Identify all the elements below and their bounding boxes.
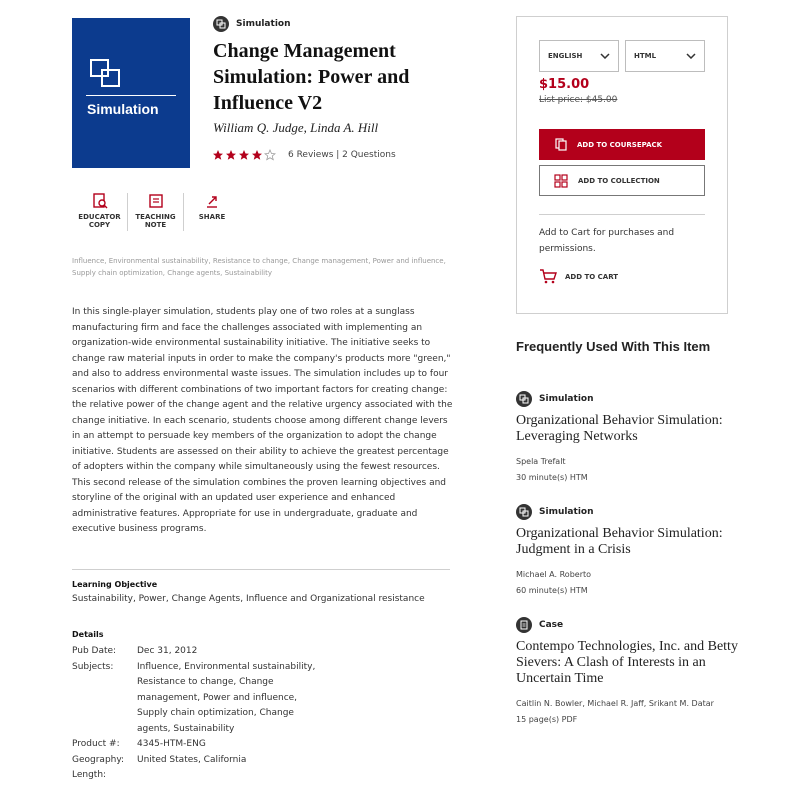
detail-row bbox=[72, 737, 317, 753]
product-cover bbox=[72, 18, 190, 168]
add-to-coursepack-label: ADD TO COURSEPACK bbox=[577, 140, 663, 149]
related-item[interactable] bbox=[516, 502, 746, 598]
educator-copy-label: EDUCATOR COPY bbox=[78, 213, 121, 229]
language-select[interactable] bbox=[539, 40, 619, 72]
item-title-link[interactable]: Organizational Behavior Simulation: Leveraging Networks bbox=[516, 413, 723, 444]
item-title-link[interactable]: Organizational Behavior Simulation: Judgment in a Crisis bbox=[516, 526, 723, 557]
teaching-note-button[interactable] bbox=[128, 193, 184, 231]
item-meta: 60 minute(s) HTM bbox=[516, 585, 588, 595]
star-filled-icon bbox=[225, 149, 237, 161]
item-type-badge bbox=[516, 391, 594, 407]
format-select[interactable] bbox=[625, 40, 705, 72]
subject-tags[interactable]: Influence, Environmental sustainability, Resistance to change, Change management, Power and influence, Supply chain optimization, Change agents, Sustainability bbox=[72, 257, 446, 277]
detail-key: Product #: bbox=[72, 739, 120, 749]
learning-objective-text: Sustainability, Power, Change Agents, Influence and Organizational resistance bbox=[72, 594, 425, 604]
add-to-coursepack-button[interactable] bbox=[539, 129, 705, 160]
educator-copy-icon bbox=[92, 193, 108, 209]
share-icon bbox=[204, 193, 220, 209]
price: $15.00 bbox=[539, 77, 590, 92]
educator-copy-button[interactable] bbox=[72, 193, 128, 231]
share-button[interactable] bbox=[184, 193, 240, 231]
cart-icon bbox=[539, 269, 557, 284]
list-price: List price: $45.00 bbox=[539, 95, 618, 105]
item-type-badge bbox=[516, 617, 563, 633]
cover-divider bbox=[86, 95, 176, 96]
share-label: SHARE bbox=[198, 213, 226, 221]
details-table bbox=[72, 644, 317, 784]
simulation-icon bbox=[516, 504, 532, 520]
format-value: HTML bbox=[634, 52, 657, 60]
detail-row bbox=[72, 660, 317, 738]
detail-value bbox=[137, 768, 317, 784]
detail-key: Length: bbox=[72, 770, 107, 780]
item-type-badge bbox=[516, 504, 594, 520]
rating[interactable] bbox=[212, 149, 396, 161]
detail-value: Influence, Environmental sustainability, Resistance to change, Change management, Power and influence, Supply chain optimization, Change agents, Sustainability bbox=[137, 661, 316, 734]
chevron-down-icon bbox=[686, 53, 696, 59]
item-meta: 30 minute(s) HTM bbox=[516, 472, 588, 482]
star-filled-icon bbox=[251, 149, 263, 161]
add-to-cart-label: ADD TO CART bbox=[565, 272, 619, 281]
purchase-panel bbox=[516, 16, 728, 314]
related-item[interactable] bbox=[516, 615, 746, 727]
learning-objective-heading: Learning Objective bbox=[72, 580, 158, 589]
item-type-label: Simulation bbox=[539, 394, 594, 404]
simulation-icon bbox=[516, 391, 532, 407]
star-filled-icon bbox=[212, 149, 224, 161]
cart-note: Add to Cart for purchases and permissions. bbox=[539, 228, 675, 254]
coursepack-icon bbox=[555, 138, 567, 151]
details-heading: Details bbox=[72, 630, 104, 639]
detail-value: Dec 31, 2012 bbox=[137, 646, 198, 656]
detail-value: 4345-HTM-ENG bbox=[137, 739, 206, 749]
grid-icon bbox=[554, 174, 568, 188]
item-type-label: Case bbox=[539, 620, 564, 630]
item-authors: Caitlin N. Bowler, Michael R. Jaff, Srikant M. Datar bbox=[516, 699, 714, 708]
item-meta: 15 page(s) PDF bbox=[516, 714, 578, 724]
product-description: In this single-player simulation, students play one of two roles at a sunglass manufacturing firm and face the challenges associated with implementing an organization-wide environmental sustainability initiative. The initiative seeks to change raw material inputs in order to make the company's products more "green," and also to address environmental waste issues. The simulation includes up to four scenarios with different combinations of two important factors for creating change: the relative power of the change agent and the relative urgency associated with the change initiative. In each scenario, students choose among different change levers in an attempt to persuade key members of the organization to adopt the change initiative. Students are assessed on their ability to achieve the greatest percentage of adopters within the company while simultaneously using the fewest resources. This second release of the simulation combines the proven learning objectives and storyline of the original with an updated user experience and enhanced administrative features. Appropriate for use in undergraduate, graduate and executive business programs. bbox=[72, 307, 453, 534]
action-bar bbox=[72, 193, 240, 231]
item-title-link[interactable]: Contempo Technologies, Inc. and Betty Sievers: A Clash of Interests in an Uncertain Time bbox=[516, 639, 738, 686]
teaching-note-label: TEACHING NOTE bbox=[135, 213, 176, 229]
star-empty-icon bbox=[264, 149, 276, 161]
product-type-label: Simulation bbox=[236, 19, 291, 29]
teaching-note-icon bbox=[148, 193, 164, 209]
detail-value: United States, California bbox=[137, 754, 247, 765]
chevron-down-icon bbox=[600, 53, 610, 59]
detail-key: Geography: bbox=[72, 754, 125, 765]
add-to-collection-button[interactable] bbox=[539, 165, 705, 196]
detail-key: Subjects: bbox=[72, 661, 114, 672]
star-filled-icon bbox=[238, 149, 250, 161]
detail-row bbox=[72, 768, 317, 784]
item-type-label: Simulation bbox=[539, 507, 594, 517]
item-authors: Michael A. Roberto bbox=[516, 570, 592, 579]
add-to-cart-button[interactable] bbox=[539, 269, 618, 284]
simulation-icon bbox=[213, 16, 229, 32]
frequently-used-heading: Frequently Used With This Item bbox=[516, 339, 711, 354]
product-authors: William Q. Judge, Linda A. Hill bbox=[213, 120, 379, 135]
simulation-cover-icon bbox=[89, 58, 121, 88]
detail-key: Pub Date: bbox=[72, 646, 117, 656]
divider bbox=[72, 569, 450, 570]
star-rating bbox=[212, 149, 276, 161]
divider bbox=[539, 214, 705, 215]
detail-row bbox=[72, 644, 317, 660]
product-type-badge bbox=[213, 16, 291, 32]
detail-row bbox=[72, 753, 317, 769]
cover-label: Simulation bbox=[87, 101, 159, 117]
page-title: Change Management Simulation: Power and Influence V2 bbox=[213, 40, 410, 114]
item-authors: Spela Trefalt bbox=[516, 457, 566, 466]
case-icon bbox=[516, 617, 532, 633]
language-value: ENGLISH bbox=[548, 52, 583, 60]
add-to-collection-label: ADD TO COLLECTION bbox=[578, 176, 660, 185]
reviews-link[interactable]: 6 Reviews | 2 Questions bbox=[288, 150, 396, 160]
related-item[interactable] bbox=[516, 389, 746, 485]
